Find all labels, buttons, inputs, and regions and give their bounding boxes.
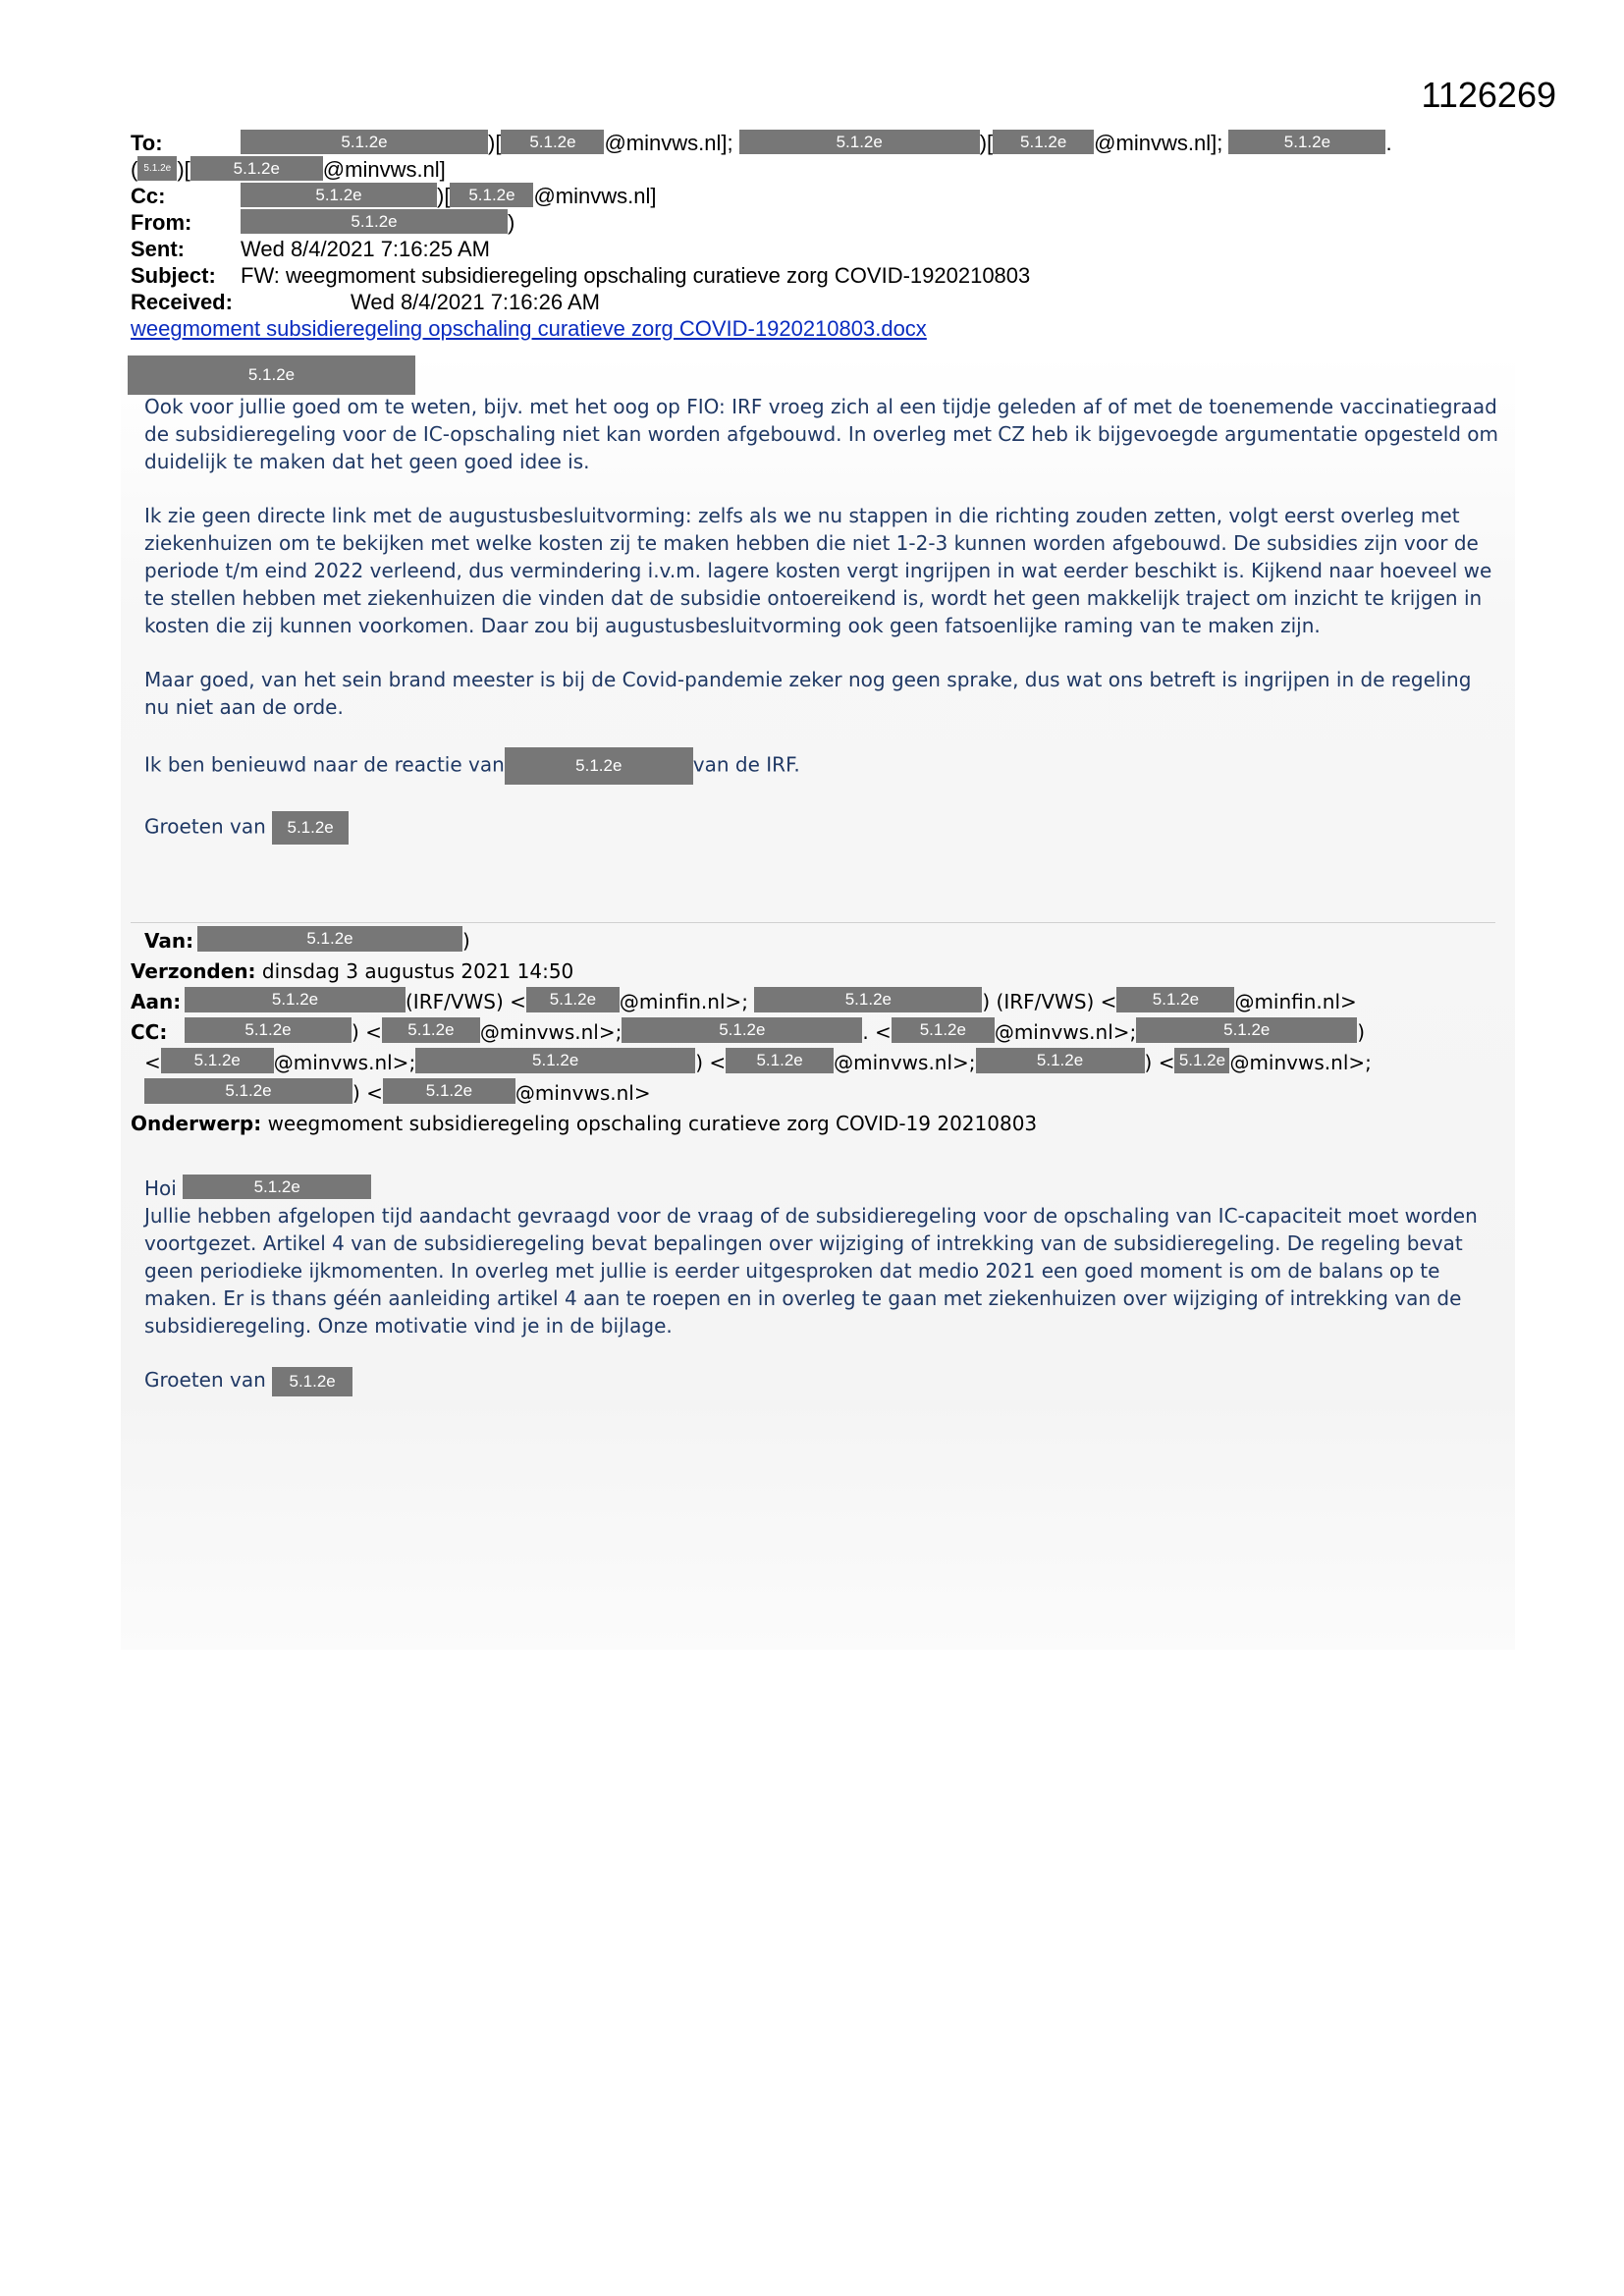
onderwerp-label: Onderwerp: <box>131 1112 262 1135</box>
verzonden-label: Verzonden: <box>131 959 256 983</box>
redaction: 5.1.2e <box>450 183 533 207</box>
bracket: )[ <box>488 131 502 155</box>
cc-label: CC: <box>131 1020 168 1044</box>
redaction: 5.1.2e <box>1228 130 1385 154</box>
text: ) (IRF/VWS) < <box>982 990 1117 1013</box>
aan-label: Aan: <box>131 990 182 1013</box>
cc-line-2 <box>131 1048 1505 1078</box>
from-line <box>131 209 1505 236</box>
paragraph: Ik zie geen directe link met de augustusbesluitvorming: zelfs als we nu stappen in die richting zouden zetten, volgt eerst overleg met ziekenhuizen om te bekijken met welke kosten zij te maken hebben die niet 1-2-3 kunnen worden afgebouwd. De subsidies zijn voor de periode t/m eind 2022 verleend, dus vermindering i.v.m. lagere kosten vergt ingrijpen in wat eerder beschikt is. Kijkend naar hoeveel we te stellen hebben met ziekenhuizen die vinden dat de subsidie ontoereikend is, wordt het geen makkelijk traject om inzicht te krijgen in kosten die zij kunnen voorkomen. Daar zou bij augustusbesluitvorming ook geen fatsoenlijke raming van te maken zijn. <box>144 504 1492 637</box>
redaction: 5.1.2e <box>272 811 349 845</box>
redaction: 5.1.2e <box>185 987 406 1012</box>
to-domain: @minvws.nl]; <box>1094 131 1223 155</box>
to-domain: @minvws.nl] <box>322 157 446 182</box>
subject-line <box>131 262 1505 289</box>
forwarded-body <box>144 1175 1499 1423</box>
to-domain: @minvws.nl]; <box>604 131 733 155</box>
received-label: Received: <box>131 290 233 314</box>
greeting: Groeten van <box>144 814 266 839</box>
email-domain: @minfin.nl>; <box>619 990 748 1013</box>
redaction: 5.1.2e <box>241 130 488 154</box>
to-label: To: <box>131 131 163 155</box>
to-line-2 <box>131 156 1505 183</box>
redaction: 5.1.2e <box>739 130 980 154</box>
email-domain: @minvws.nl>; <box>994 1020 1137 1044</box>
redaction: 5.1.2e <box>190 156 323 181</box>
redaction: 5.1.2e <box>1136 1017 1357 1043</box>
paragraph: Jullie hebben afgelopen tijd aandacht gevraagd voor de vraag of de subsidieregeling voor de opschaling van IC-capaciteit moet worden voortgezet. Artikel 4 van de subsidieregeling bevat bepalingen over wijziging of intrekking van de subsidieregeling. De regeling bevat geen periodieke ijkmomenten. In overleg met jullie is eerder uitgesproken dat medio 2021 een goed moment is om de balans op te maken. Er is thans géén aanleiding artikel 4 aan te roepen en in overleg te gaan met ziekenhuizen over wijziging of intrekking van de subsidieregeling. Onze motivatie vind je in de bijlage. <box>144 1204 1478 1338</box>
redaction: 5.1.2e <box>505 747 693 785</box>
recipient-redaction: 5.1.2e <box>128 355 415 395</box>
redaction: 5.1.2e <box>383 1078 515 1104</box>
to-line <box>131 130 1505 156</box>
van-line <box>131 926 1505 957</box>
text: . < <box>862 1020 892 1044</box>
redaction: 5.1.2e <box>241 183 437 207</box>
paren: ) <box>462 929 470 953</box>
redaction: 5.1.2e <box>1116 987 1234 1012</box>
greeting: Groeten van <box>144 1368 266 1392</box>
signature <box>144 1366 1499 1396</box>
text: (IRF/VWS) < <box>406 990 526 1013</box>
email-domain: @minvws.nl>; <box>1229 1051 1372 1074</box>
subject-label: Subject: <box>131 263 216 288</box>
cc-line <box>131 183 1505 209</box>
cc-domain: @minvws.nl] <box>533 184 657 208</box>
paragraph-text: van de IRF. <box>692 752 800 777</box>
text: ) < <box>352 1081 383 1105</box>
cc-line <box>131 1017 1505 1048</box>
paragraph: Ook voor jullie goed om te weten, bijv. met het oog op FIO: IRF vroeg zich al een tijdje geleden af of met de toenemende vaccinatiegraad de subsidieregeling voor de IC-opschaling niet kan worden afgebouwd. In overleg met CZ heb ik bijgevoegde argumentatie opgesteld om duidelijk te maken dat het geen goed idee is. <box>144 395 1499 473</box>
sent-line <box>131 236 1505 262</box>
paragraph-text: Ik ben benieuwd naar de reactie van <box>144 752 505 777</box>
redaction: 5.1.2e <box>726 1048 834 1073</box>
email-header <box>131 130 1505 342</box>
forwarded-header <box>131 926 1505 1139</box>
onderwerp-line <box>131 1109 1505 1139</box>
text: ) < <box>1144 1051 1175 1074</box>
bracket: )[ <box>979 131 994 155</box>
sent-label: Sent: <box>131 237 185 261</box>
redaction: 5.1.2e <box>993 130 1094 154</box>
redaction: 5.1.2e <box>526 987 620 1012</box>
text: ) < <box>352 1020 382 1044</box>
paragraph: Maar goed, van het sein brand meester is bij de Covid-pandemie zeker nog geen sprake, dus wat ons betreft is ingrijpen in de regeling nu niet aan de orde. <box>144 668 1472 719</box>
redaction: 5.1.2e <box>1174 1048 1229 1073</box>
from-label: From: <box>131 210 192 235</box>
document-id: 1126269 <box>1421 75 1556 115</box>
email-domain: @minvws.nl>; <box>273 1051 416 1074</box>
redaction: 5.1.2e <box>161 1048 274 1073</box>
email-domain: @minvws.nl> <box>514 1081 651 1105</box>
to-end: . <box>1385 131 1392 155</box>
verzonden-value: dinsdag 3 augustus 2021 14:50 <box>261 959 574 983</box>
bracket: )[ <box>177 157 190 182</box>
received-line <box>131 289 1505 315</box>
email-domain: @minvws.nl>; <box>479 1020 623 1044</box>
redaction: 5.1.2e <box>501 130 604 154</box>
redaction: 5.1.2e <box>183 1175 371 1199</box>
redaction: 5.1.2e <box>892 1017 995 1043</box>
van-label: Van: <box>144 929 194 953</box>
email-domain: @minfin.nl> <box>1234 990 1357 1013</box>
redaction: 5.1.2e <box>197 926 462 952</box>
paren: ) <box>508 210 515 235</box>
redaction: 5.1.2e <box>272 1367 352 1396</box>
redaction: 5.1.2e <box>976 1048 1145 1073</box>
onderwerp-value: weegmoment subsidieregeling opschaling curatieve zorg COVID-19 20210803 <box>267 1112 1038 1135</box>
received-value: Wed 8/4/2021 7:16:26 AM <box>351 290 600 314</box>
paren: ( <box>131 157 138 182</box>
text: < <box>144 1051 161 1074</box>
paragraph <box>144 747 1499 785</box>
verzonden-line <box>131 957 1505 987</box>
redaction: 5.1.2e <box>241 209 508 234</box>
hoi: Hoi <box>144 1176 177 1200</box>
attachment-link[interactable]: weegmoment subsidieregeling opschaling curatieve zorg COVID-1920210803.docx <box>131 316 927 341</box>
email-domain: @minvws.nl>; <box>834 1051 976 1074</box>
redaction: 5.1.2e <box>382 1017 480 1043</box>
message-body <box>144 393 1499 871</box>
redaction: 5.1.2e <box>622 1017 862 1043</box>
text: ) < <box>695 1051 727 1074</box>
aan-line <box>131 987 1505 1017</box>
redaction: 5.1.2e <box>185 1017 352 1043</box>
redaction: 5.1.2e <box>415 1048 695 1073</box>
cc-label: Cc: <box>131 184 166 208</box>
signature <box>144 811 1499 845</box>
sent-value: Wed 8/4/2021 7:16:25 AM <box>241 237 490 261</box>
cc-line-3 <box>131 1078 1505 1109</box>
redaction: 5.1.2e <box>754 987 982 1012</box>
subject-value: FW: weegmoment subsidieregeling opschaling curatieve zorg COVID-1920210803 <box>241 263 1031 288</box>
salutation <box>144 1175 1499 1202</box>
redaction: 5.1.2e <box>137 156 177 181</box>
redaction: 5.1.2e <box>144 1078 352 1104</box>
attachment-line <box>131 315 1505 342</box>
separator <box>131 922 1495 923</box>
bracket: )[ <box>437 184 451 208</box>
paren: ) <box>1357 1020 1366 1044</box>
